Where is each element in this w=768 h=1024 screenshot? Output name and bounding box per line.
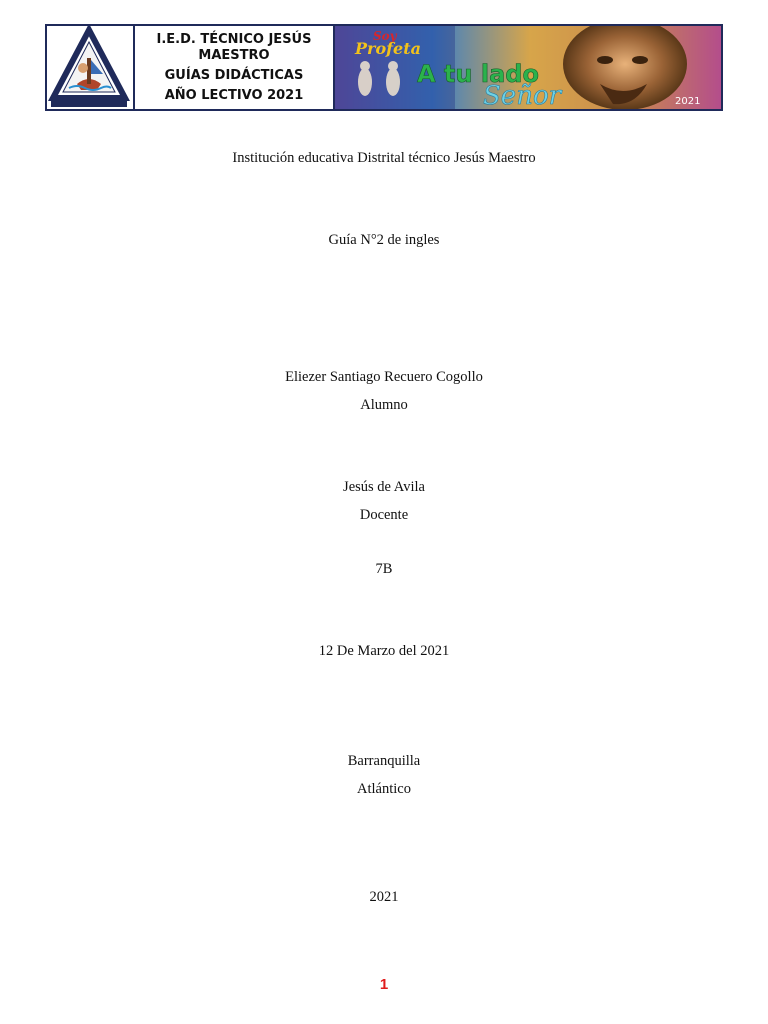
student-role: Alumno (360, 397, 408, 413)
header-title-line2: MAESTRO (198, 47, 270, 63)
banner-image (335, 26, 721, 109)
header-title-line3: GUÍAS DIDÁCTICAS (164, 67, 304, 83)
document-header (45, 24, 723, 111)
date: 12 De Marzo del 2021 (318, 643, 450, 659)
header-title-line1: I.E.D. TÉCNICO JESÚS (156, 31, 312, 47)
grade: 7B (375, 561, 393, 577)
header-title-block (135, 26, 335, 109)
page-number: 1 (379, 976, 389, 993)
teacher-name: Jesús de Avila (343, 479, 425, 495)
institution-name: Institución educativa Distrital técnico Jesús Maestro (232, 150, 536, 166)
banner-text-senor: Señor (483, 81, 562, 109)
school-logo (47, 26, 135, 109)
student-name: Eliezer Santiago Recuero Cogollo (285, 369, 483, 385)
header-banner (335, 26, 721, 109)
guide-title: Guía N°2 de ingles (328, 232, 440, 248)
banner-text-profeta: Profeta (355, 39, 421, 58)
school-crest-icon (47, 26, 131, 109)
banner-text-soy: Soy (373, 29, 397, 43)
city: Barranquilla (347, 753, 421, 769)
banner-text-atulado: A tu lado (417, 60, 539, 88)
year: 2021 (369, 889, 399, 905)
teacher-role: Docente (359, 507, 409, 523)
department: Atlántico (357, 781, 411, 797)
header-title-line4: AÑO LECTIVO 2021 (164, 87, 304, 103)
banner-year: 2021 (675, 96, 701, 107)
